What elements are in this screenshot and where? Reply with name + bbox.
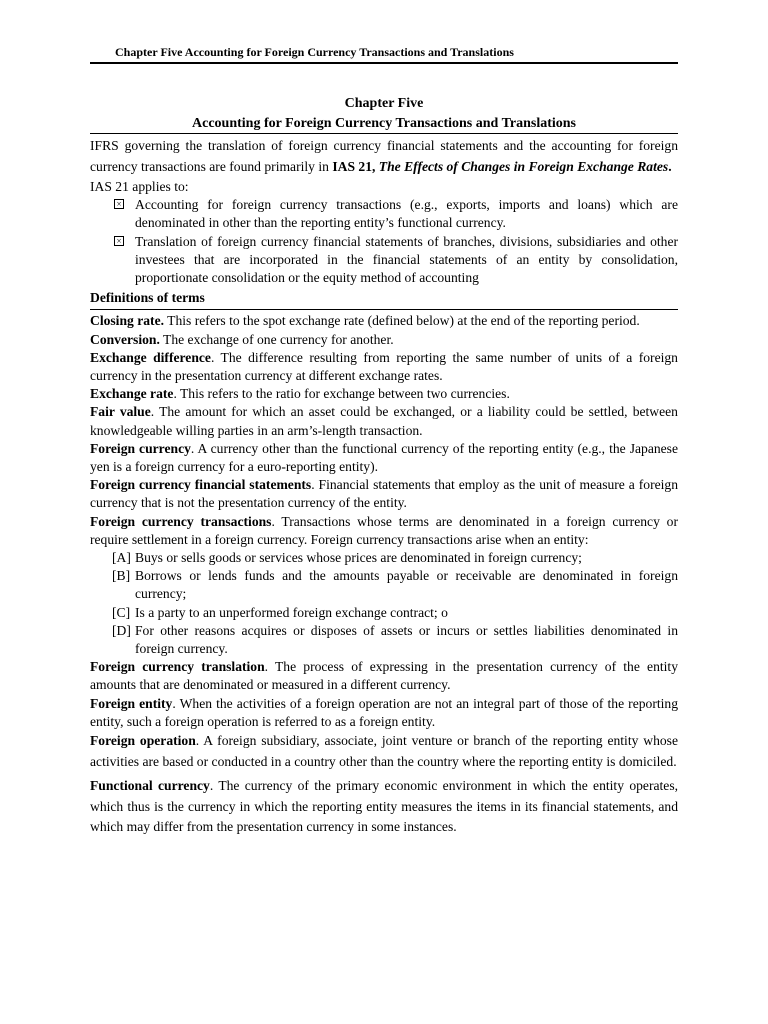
definition bbox=[90, 385, 678, 403]
intro-standard: IAS 21, bbox=[332, 158, 376, 174]
definition bbox=[90, 658, 678, 694]
intro-paragraph bbox=[90, 136, 678, 177]
definition-term: Functional currency bbox=[90, 778, 210, 794]
definition bbox=[90, 403, 678, 439]
list-item bbox=[90, 549, 678, 567]
header-rule bbox=[90, 62, 678, 64]
definition-text: . The process of expressing in the presentation currency of the entity amounts that are denominated or measured in a different currency. bbox=[90, 659, 679, 693]
definition-text: . The currency of the primary economic environment in which the entity operates, which thus is the currency in which the reporting entity measures the items in its financial statements, and which may differ from the presentation currency in some instances. bbox=[90, 778, 679, 835]
definition-text: . This refers to the ratio for exchange between two currencies. bbox=[173, 386, 510, 402]
running-header: Chapter Five Accounting for Foreign Currency Transactions and Translations bbox=[115, 45, 514, 59]
list-marker: [B] bbox=[112, 568, 131, 584]
definition-term: Exchange rate bbox=[90, 386, 174, 402]
list-text: Borrows or lends funds and the amounts payable or receivable are denominated in foreign currency; bbox=[135, 568, 678, 602]
definition bbox=[90, 476, 678, 512]
list-text: Buys or sells goods or services whose prices are denominated in foreign currency; bbox=[135, 550, 582, 566]
chapter-title: Accounting for Foreign Currency Transactions and Translations bbox=[192, 116, 576, 131]
definition bbox=[90, 440, 678, 476]
definition bbox=[90, 731, 678, 772]
definition-text: . When the activities of a foreign operation are not an integral part of those of the reporting entity, such a foreign operation is referred to as a foreign entity. bbox=[90, 695, 679, 729]
definition-text: . The amount for which an asset could be exchanged, or a liability could be settled, between knowledgeable willing parties in an arm’s-length transaction. bbox=[90, 404, 678, 438]
checkbox-x-icon: × bbox=[114, 236, 124, 246]
definition-term: Foreign operation bbox=[90, 733, 196, 749]
definition-text: . A foreign subsidiary, associate, joint venture or branch of the reporting entity whose activities are based or conducted in a country other than the country where the reporting entity is domiciled. bbox=[90, 733, 678, 769]
list-text: For other reasons acquires or disposes of assets or incurs or settles liabilities denominated in foreign currency. bbox=[135, 622, 678, 657]
definition-text: . The difference resulting from reporting the same number of units of a foreign currency in the presentation currency at different exchange rates. bbox=[90, 349, 678, 384]
definition-text: The exchange of one currency for another. bbox=[159, 331, 394, 347]
bullet-text: Accounting for foreign currency transactions (e.g., exports, imports and loans) which are denominated in other than the reporting entity’s functional currency. bbox=[135, 197, 678, 231]
definition-term: Foreign currency financial statements bbox=[90, 477, 312, 493]
intro-standard-title: The Effects of Changes in Foreign Exchange Rates bbox=[375, 158, 669, 174]
definition bbox=[90, 513, 678, 549]
definition-term: Foreign entity bbox=[90, 695, 173, 711]
chapter-label: Chapter Five bbox=[344, 96, 424, 111]
applies-label: IAS 21 applies to: bbox=[90, 179, 189, 194]
definition-term: Fair value bbox=[90, 404, 151, 420]
title-rule bbox=[90, 133, 678, 134]
definition bbox=[90, 331, 678, 349]
definition bbox=[90, 776, 678, 838]
chapter-heading bbox=[90, 94, 678, 134]
list-marker: [C] bbox=[112, 604, 131, 620]
definition bbox=[90, 349, 678, 385]
definition bbox=[90, 312, 678, 330]
document-body bbox=[90, 136, 678, 838]
bullet-item bbox=[90, 196, 678, 232]
list-marker: [A] bbox=[112, 550, 131, 566]
definition-text: This refers to the spot exchange rate (defined below) at the end of the reporting period. bbox=[164, 313, 640, 329]
definition-text: . Financial statements that employ as the unit of measure a foreign currency that is not the presentation currency of the entity. bbox=[90, 477, 678, 511]
definition-text: . A currency other than the functional currency of the reporting entity (e.g., the Japanese yen is a foreign currency for a euro-reporting entity). bbox=[90, 440, 679, 475]
list-item bbox=[90, 604, 678, 622]
list-item bbox=[90, 567, 678, 603]
definition-term: Foreign currency bbox=[90, 440, 191, 456]
list-marker: [D] bbox=[112, 622, 131, 638]
definitions-heading: Definitions of terms bbox=[90, 290, 205, 306]
definition-term: Conversion. bbox=[90, 331, 160, 347]
list-item bbox=[90, 622, 678, 658]
definition-text: . Transactions whose terms are denominated in a foreign currency or require settlement in a foreign currency. Foreign currency transactions arise when an entity: bbox=[90, 513, 678, 547]
intro-text: IFRS governing the translation of foreign currency financial statements and the accounting for foreign currency transactions are found primarily in bbox=[90, 138, 678, 174]
bullet-text: Translation of foreign currency financial statements of branches, divisions, subsidiaries and other investees that are incorporated in the financial statements of an entity by consolidation, proportionate consolidation or the equity method of accounting bbox=[135, 233, 678, 286]
bullet-item bbox=[90, 233, 678, 288]
definition-term: Foreign currency translation bbox=[90, 659, 265, 675]
definition-term: Foreign currency transactions bbox=[90, 513, 272, 529]
checkbox-x-icon: × bbox=[114, 199, 124, 209]
list-text: Is a party to an unperformed foreign exchange contract; o bbox=[135, 604, 448, 620]
intro-end: . bbox=[668, 158, 672, 174]
definition-term: Closing rate. bbox=[90, 313, 165, 329]
definition-term: Exchange difference bbox=[90, 349, 211, 365]
definition bbox=[90, 695, 678, 731]
definitions-rule bbox=[90, 309, 678, 310]
